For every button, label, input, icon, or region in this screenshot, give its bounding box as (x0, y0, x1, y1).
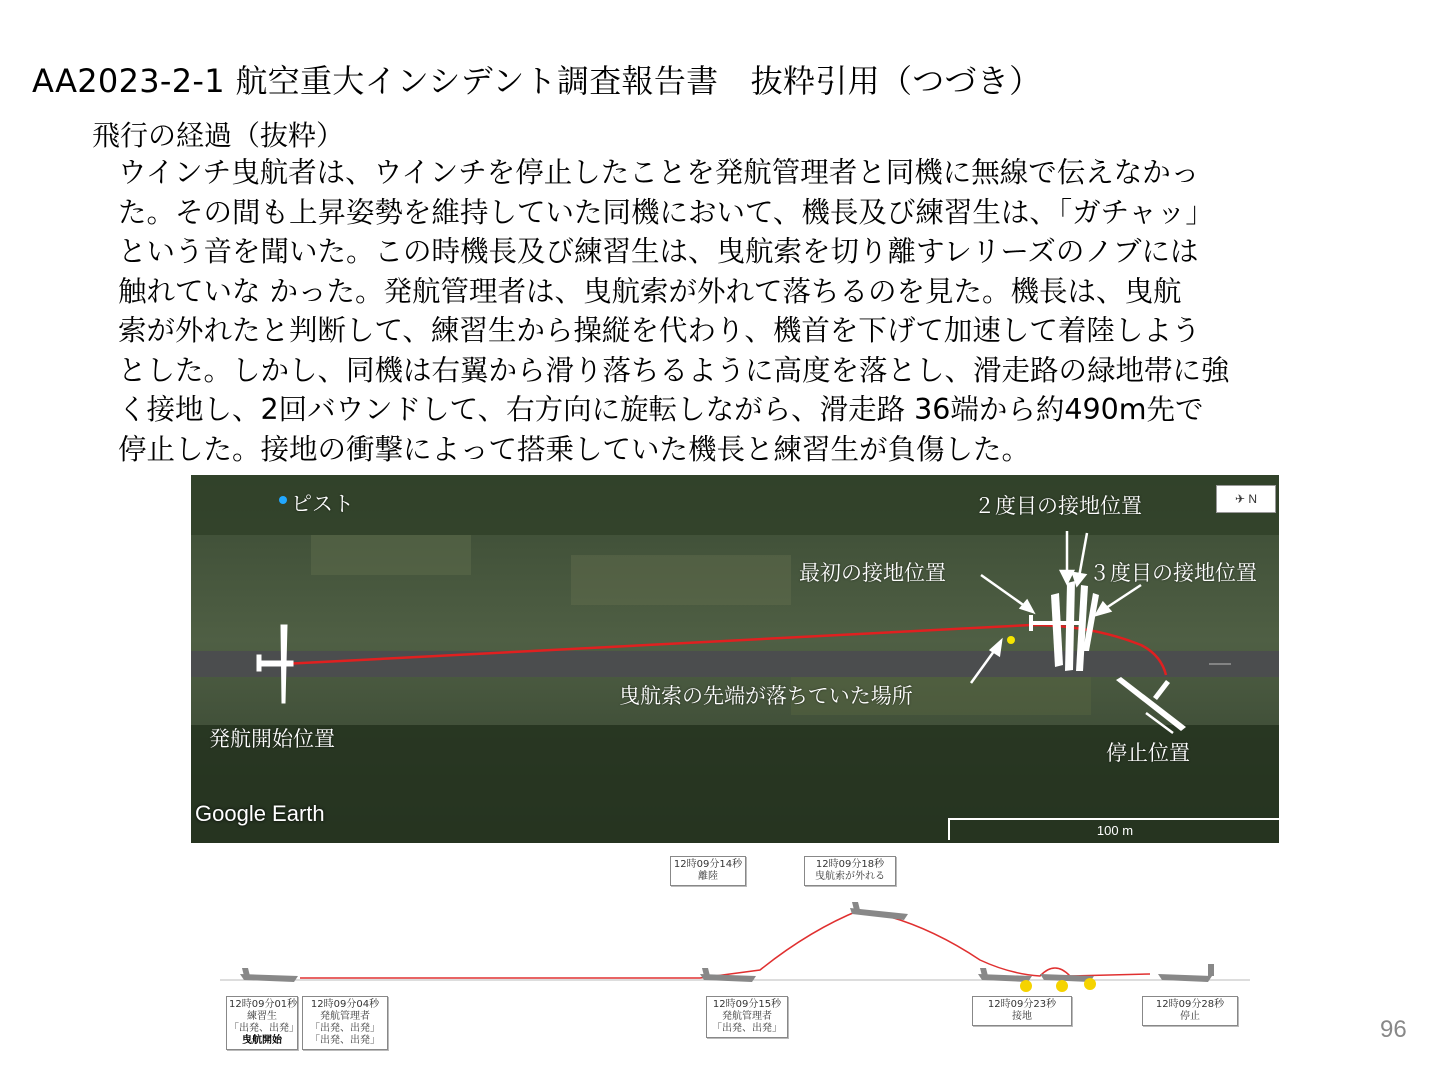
aerial-map-graphic (191, 475, 1279, 843)
label-first-contact: 最初の接地位置 (799, 561, 946, 585)
body-line: 停止した。接地の衝撃によって搭乗していた機長と練習生が負傷した。 (118, 432, 1031, 466)
glider-icons (240, 902, 1214, 982)
page-title: AA2023-2-1 航空重大インシデント調査報告書 抜粋引用（つづき） (32, 62, 1042, 100)
label-stop-position: 停止位置 (1106, 741, 1190, 765)
body-line: た。その間も上昇姿勢を維持していた同機において、機長及び練習生は、「ガチャッ」 (118, 195, 1214, 229)
timeline-box-takeoff: 12時09分14秒 離陸 (670, 856, 746, 886)
cable-end-marker (1007, 636, 1015, 644)
label-second-contact: ２度目の接地位置 (974, 494, 1142, 518)
timeline-box-launch: 12時09分01秒 練習生 「出発、出発」 曳航開始 (226, 996, 298, 1050)
body-line: という音を聞いた。この時機長及び練習生は、曳航索を切り離すレリーズのノブには (118, 235, 1199, 268)
body-line: ウインチ曳航者は、ウインチを停止したことを発航管理者と同機に無線で伝えなかっ (118, 156, 1200, 189)
timeline-box-manager-call-2: 12時09分15秒 発航管理者 「出発、出発」 (706, 996, 788, 1038)
label-third-contact: ３度目の接地位置 (1089, 561, 1257, 585)
label-piste: ピスト (291, 492, 354, 516)
timeline-box-touchdown: 12時09分23秒 接地 (972, 996, 1072, 1026)
body-line: とした。しかし、同機は右翼から滑り落ちるように高度を落とし、滑走路の緑地帯に強 (118, 353, 1230, 387)
label-cable-end: 曳航索の先端が落ちていた場所 (619, 684, 913, 708)
body-line: く接地し、2回バウンドして、右方向に旋転しながら、滑走路 36端から約490m先で (118, 393, 1204, 426)
label-launch-position: 発航開始位置 (209, 727, 335, 751)
aerial-map-image (191, 475, 1279, 843)
body-line: 索が外れたと判断して、練習生から操縦を代わり、機首を下げて加速して着陸しよう (118, 314, 1201, 347)
compass-icon: ✈ N (1216, 485, 1276, 513)
timeline-box-cable-release: 12時09分18秒 曳航索が外れる (804, 856, 896, 886)
timeline-box-stop: 12時09分28秒 停止 (1142, 996, 1238, 1026)
timeline-box-manager-call: 12時09分04秒 発航管理者 「出発、出発」 「出発、出発」 (302, 996, 388, 1050)
section-subtitle: 飛行の経過（抜粋） (92, 119, 345, 152)
body-line: 触れていな かった。発航管理者は、曳航索が外れて落ちるのを見た。機長は、曳航 (118, 274, 1182, 308)
scale-bar: 100 m (948, 818, 1279, 840)
flight-timeline-diagram (220, 850, 1250, 1080)
page-number: 96 (1380, 1016, 1407, 1043)
piste-marker (279, 496, 287, 504)
google-earth-attribution: Google Earth (195, 801, 325, 826)
flight-profile-line (300, 910, 1150, 978)
body-paragraph (118, 153, 1398, 469)
runway (191, 651, 1279, 677)
